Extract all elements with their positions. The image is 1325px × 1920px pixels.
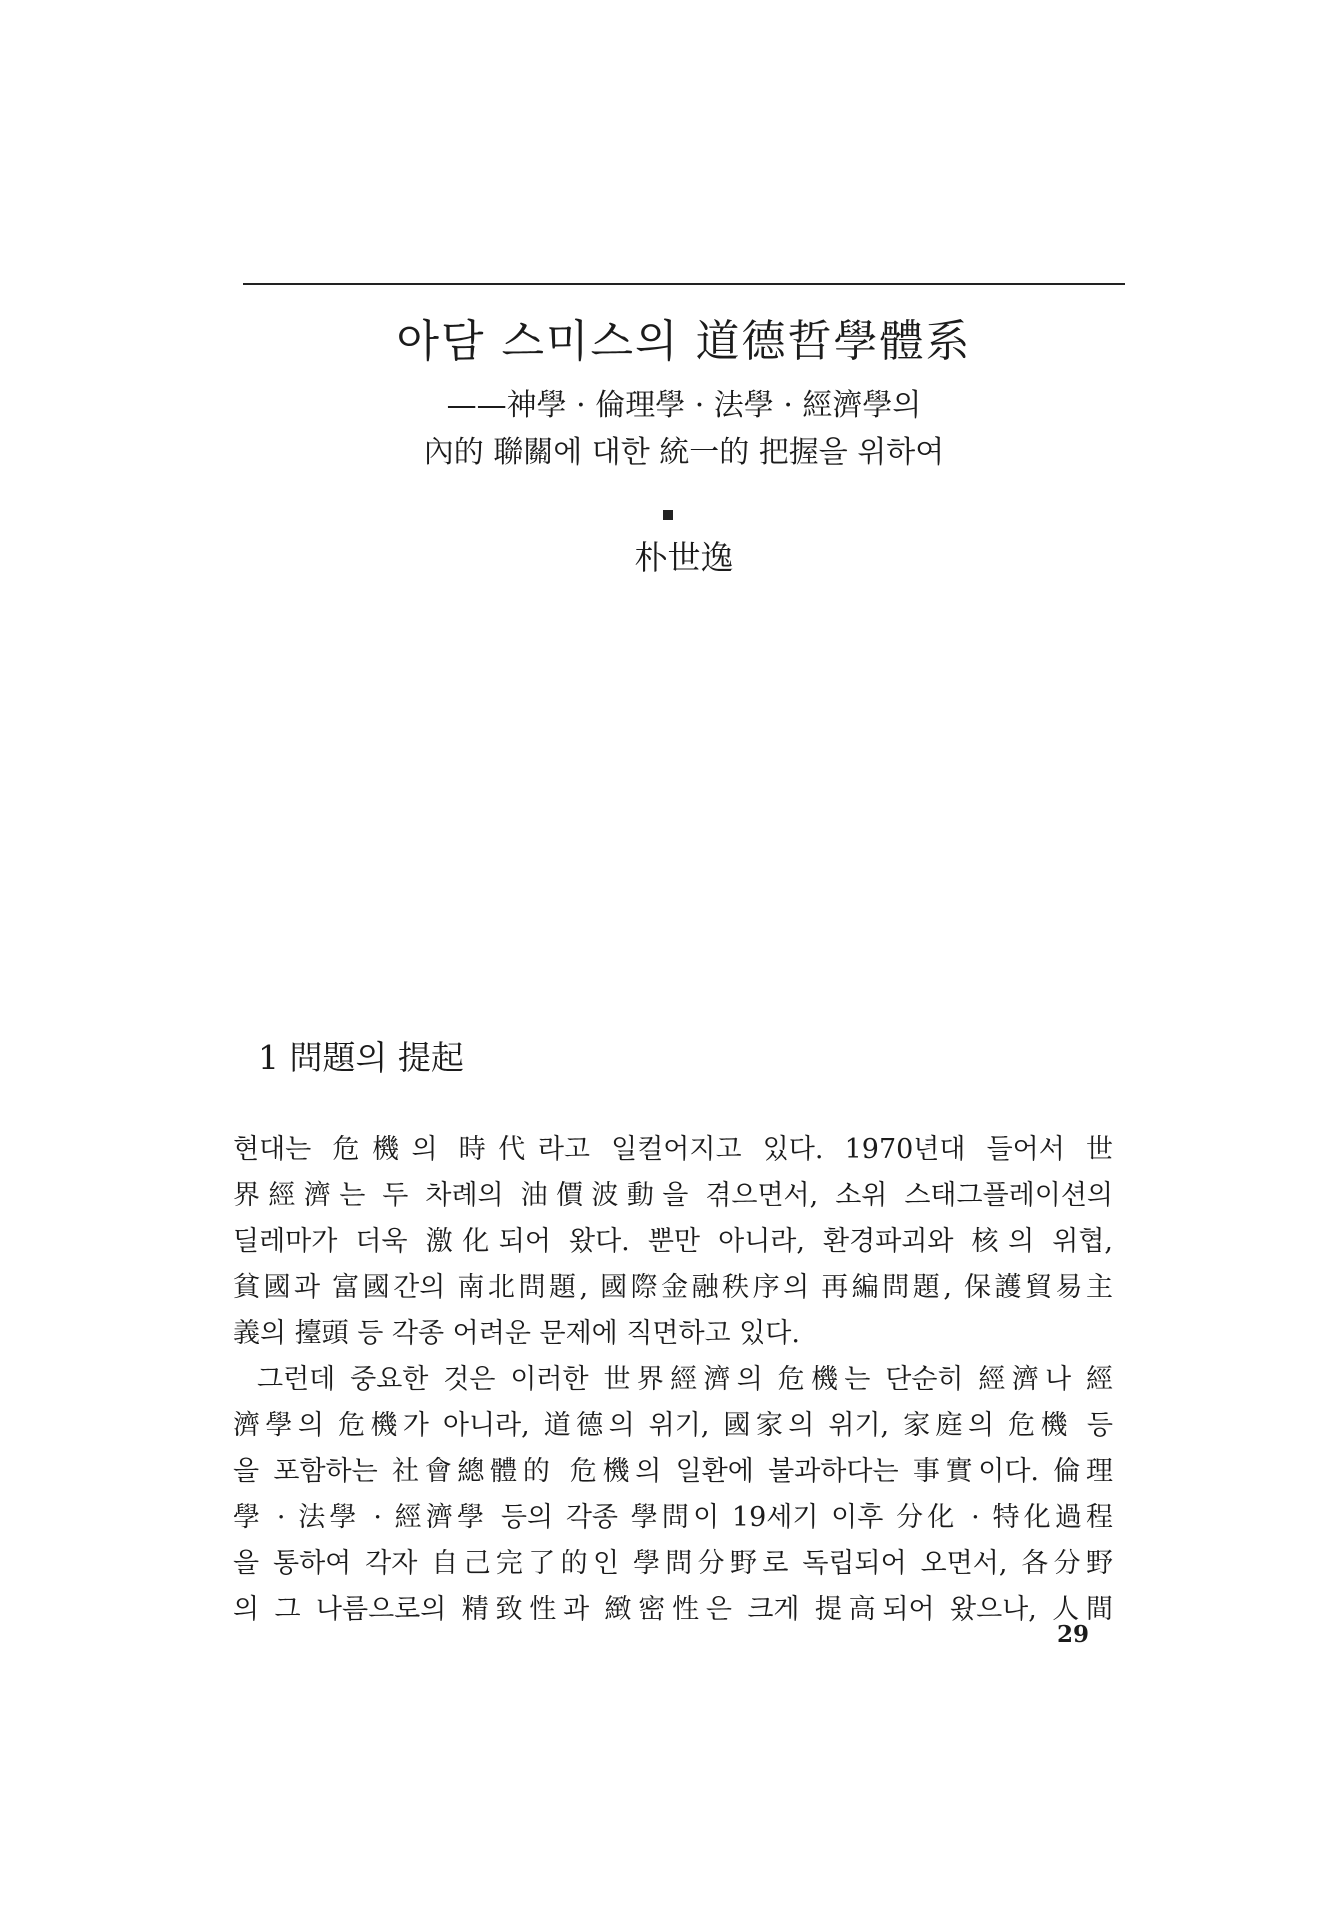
body-line-11: 의 그 나름으로의 精致性과 緻密性은 크게 提高되어 왔으나, 人間 (233, 1594, 1113, 1625)
body-line-6: 그런데 중요한 것은 이러한 世界經濟의 危機는 단순히 經濟나 經 (257, 1364, 1113, 1395)
author-bullet-icon (663, 510, 673, 520)
body-line-2: 界經濟는 두 차례의 油價波動을 겪으면서, 소위 스태그플레이션의 (233, 1180, 1113, 1211)
body-line-3: 딜레마가 더욱 激化되어 왔다. 뿐만 아니라, 환경파괴와 核의 위협, (233, 1226, 1113, 1257)
body-text (233, 1127, 1113, 1633)
body-line-10: 을 통하여 각자 自己完了的인 學問分野로 독립되어 오면서, 各分野 (233, 1548, 1113, 1579)
body-line-9: 學 · 法學 · 經濟學 등의 각종 學問이 19세기 이후 分化 · 特化過程 (233, 1502, 1113, 1533)
body-line-4: 貧國과 富國간의 南北問題, 國際金融秩序의 再編問題, 保護貿易主 (233, 1272, 1113, 1303)
article-subtitle-line-1: ——神學 · 倫理學 · 法學 · 經濟學의 (446, 388, 922, 423)
page-number: 29 (1057, 1621, 1090, 1648)
body-line-1: 현대는 危機의 時代라고 일컬어지고 있다. 1970년대 들어서 世 (233, 1134, 1113, 1165)
body-line-8: 을 포함하는 社會總體的 危機의 일환에 불과하다는 事實이다. 倫理 (233, 1456, 1113, 1487)
body-line-5: 義의 擡頭 등 각종 어려운 문제에 직면하고 있다. (233, 1318, 800, 1349)
article-title: 아담 스미스의 道德哲學體系 (396, 316, 972, 367)
article-subtitle-line-2: 內的 聯關에 대한 統一的 把握을 위하여 (423, 435, 945, 470)
body-line-7: 濟學의 危機가 아니라, 道德의 위기, 國家의 위기, 家庭의 危機 등 (233, 1410, 1113, 1441)
section-heading: 1 問題의 提起 (258, 1038, 464, 1077)
title-top-rule (243, 283, 1125, 285)
author-name: 朴世逸 (634, 538, 734, 577)
